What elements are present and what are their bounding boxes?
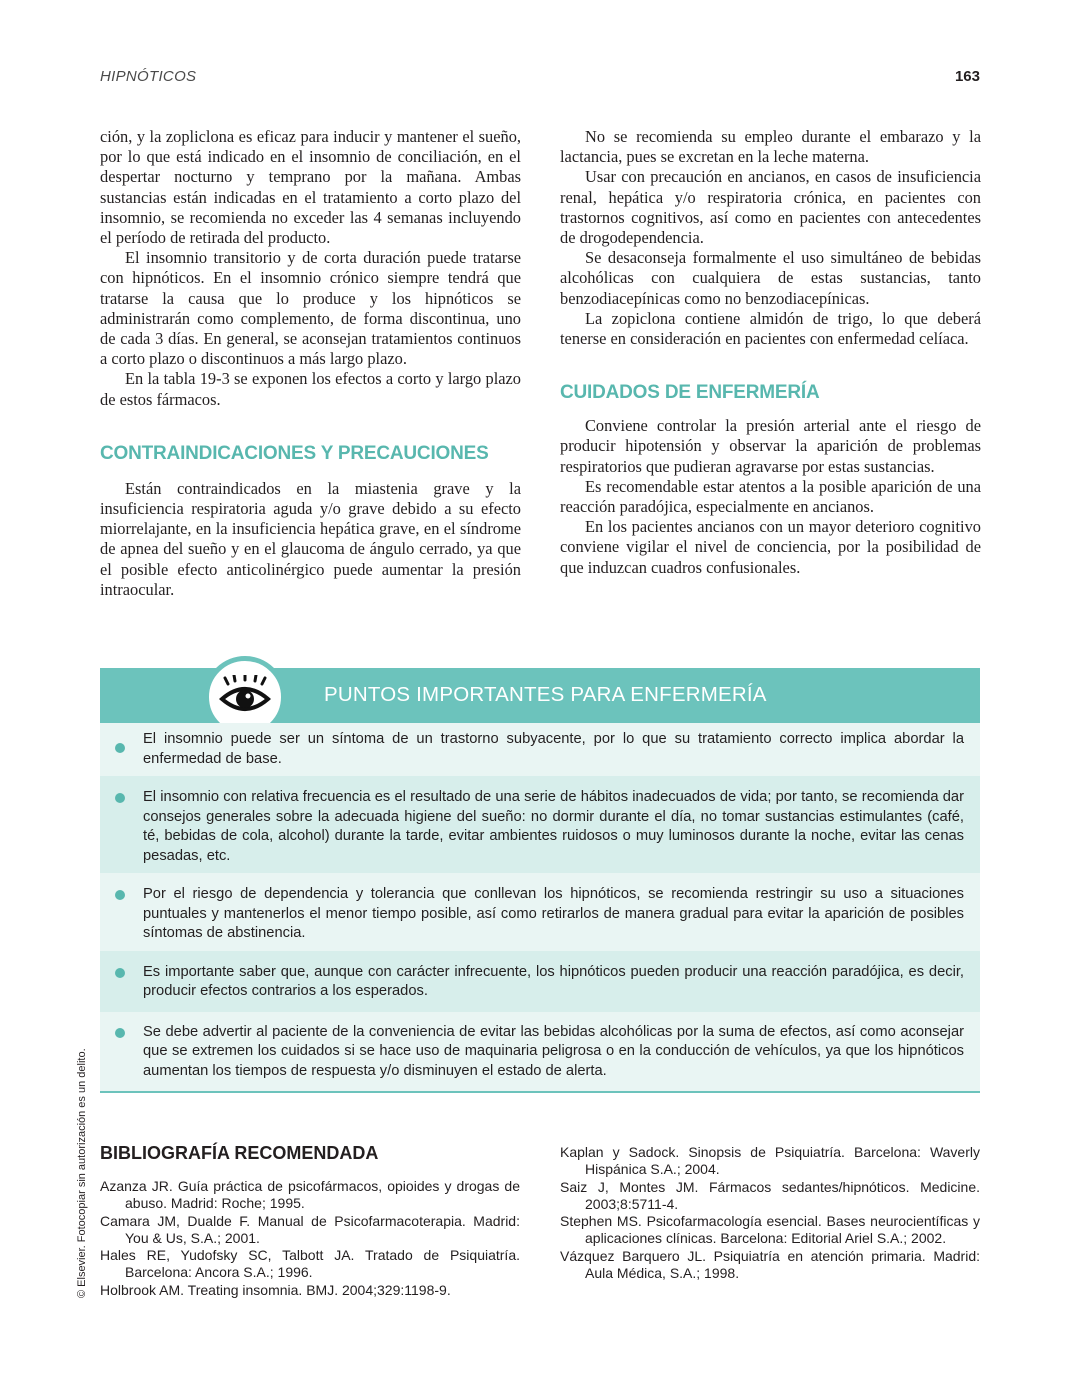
bibliography-entry: Vázquez Barquero JL. Psiquiatría en atención primaria. Madrid: Aula Médica, S.A.; 1998. [560,1247,980,1282]
key-points-title: PUNTOS IMPORTANTES PARA ENFERMERÍA [324,683,767,706]
paragraph: ción, y la zopliclona es eficaz para inducir y mantener el sueño, por lo que está indicado en el insomnio de conciliación, en el despertar nocturno y temprano por la mañana. Ambas sustancias están indicadas en el tratamiento a corto plazo del insomnio, se recomienda no exceder las 4 semanas incluyendo el período de retirada del producto. [100,127,521,248]
key-points-header [100,668,980,723]
bibliography-entry: Holbrook AM. Treating insomnia. BMJ. 2004;329:1198-9. [100,1281,451,1298]
bibliography-right [560,1144,980,1282]
eye-icon [219,675,271,719]
paragraph: La zopiclona contiene almidón de trigo, lo que deberá tenerse en consideración en pacientes con enfermedad celíaca. [560,308,981,349]
list-item [100,951,980,1012]
section-heading-contraindications: CONTRAINDICACIONES Y PRECAUCIONES [100,442,489,464]
bibliography-entry: Kaplan y Sadock. Sinopsis de Psiquiatría. Barcelona: Waverly Hispánica S.A.; 2004. [560,1144,980,1178]
copyright-note: © Elsevier. Fotocopiar sin autorización es un delito. [76,1048,88,1298]
paragraph: Están contraindicados en la miastenia grave y la insuficiencia respiratoria aguda y/o grave debido a su efecto miorrelajante, en la insuficiencia hepática grave, en el síndrome de apnea del sueño y en el glaucoma de ángulo cerrado, ya que el posible efecto anticolinérgico puede aumentar la presión intraocular. [100,478,521,599]
list-item [100,1012,980,1092]
paragraph: En los pacientes ancianos con un mayor deterioro cognitivo conviene vigilar el nivel de conciencia, por la posibilidad de que induzcan cuadros confusionales. [560,517,981,577]
paragraph: Se desaconseja formalmente el uso simultáneo de bebidas alcohólicas con cualquiera de estas sustancias, tanto benzodiacepínicas como no benzodiacepínicas. [560,248,981,308]
bibliography-entry: Stephen MS. Psicofarmacología esencial. Bases neurocientíficas y aplicaciones clínicas. Barcelona: Editorial Ariel S.A.; 2002. [560,1213,980,1247]
chapter-title: HIPNÓTICOS [100,68,197,85]
list-item-text: El insomnio con relativa frecuencia es el resultado de una serie de hábitos inadecuados de vida; por tanto, se recomienda dar consejos generales sobre la adecuada higiene del sueño: no dormir durante el día, no tomar sustancias estimulantes (café, té, bebidas de cola, alcohol) durante la tarde, evitar ambientes ruidosos o muy luminosos durante la noche, evitar las cenas pesadas, etc. [143,789,964,864]
bibliography-entry: Saiz J, Montes JM. Fármacos sedantes/hipnóticos. Medicine. 2003;8:5711-4. [560,1178,980,1212]
left-column [100,127,521,600]
bullet-icon [115,793,125,803]
bullet-icon [115,890,125,900]
bibliography-left [100,1178,520,1299]
bibliography-entry: Camara JM, Dualde F. Manual de Psicofarmacoterapia. Madrid: You & Us, S.A.; 2001. [100,1212,520,1246]
paragraph: El insomnio transitorio y de corta duración puede tratarse con hipnóticos. En el insomnio crónico siempre tendrá que tratarse la causa que lo produce y los hipnóticos se administrarán como complemento, de forma discontinua, uno de cada 3 días. En general, se aconsejan tratamientos continuos a corto plazo o discontinuos a más largo plazo. [100,248,521,369]
section-heading-nursing-care: CUIDADOS DE ENFERMERÍA [560,382,820,404]
paragraph: En la tabla 19-3 se exponen los efectos a corto y largo plazo de estos fármacos. [100,369,521,409]
bullet-icon [115,743,125,753]
bibliography-heading: BIBLIOGRAFÍA RECOMENDADA [100,1143,379,1163]
bullet-icon [115,968,125,978]
list-item [100,873,980,951]
running-head [100,68,980,90]
box-bottom-rule [100,1091,980,1093]
list-item-text: El insomnio puede ser un síntoma de un trastorno subyacente, por lo que su tratamiento correcto implica abordar la enfermedad de base. [143,731,964,767]
list-item-text: Se debe advertir al paciente de la conveniencia de evitar las bebidas alcohólicas por la suma de efectos, así como aconsejar que se extremen los cuidados si se hace uso de maquinaria peligrosa o en la conducción de vehículos, ya que los hipnóticos aumentan los tiempos de respuesta y/o disminuyen el estado de alerta. [143,1023,964,1079]
bibliography-entry: Azanza JR. Guía práctica de psicofármacos, opioides y drogas de abuso. Madrid: Roche; 1995. [100,1178,520,1212]
paragraph: Usar con precaución en ancianos, en casos de insuficiencia renal, hepática y/o respiratoria crónica, en pacientes con trastornos cognitivos, así como en pacientes con antecedentes de drogodependencia. [560,167,981,248]
bibliography-entry: Hales RE, Yudofsky SC, Talbott JA. Tratado de Psiquiatría. Barcelona: Ancora S.A.; 1996. [100,1247,520,1281]
list-item [100,723,980,776]
paragraph: No se recomienda su empleo durante el embarazo y la lactancia, pues se excretan en la leche materna. [560,127,981,167]
paragraph: Es recomendable estar atentos a la posible aparición de una reacción paradójica, especialmente en ancianos. [560,476,981,517]
bullet-icon [115,1028,125,1038]
list-item-text: Es importante saber que, aunque con carácter infrecuente, los hipnóticos pueden producir una reacción paradójica, es decir, producir efectos contrarios a los esperados. [143,963,964,999]
right-column [560,127,981,578]
key-points-box [100,668,980,1093]
list-item-text: Por el riesgo de dependencia y tolerancia que conllevan los hipnóticos, se recomienda restringir su uso a situaciones puntuales y mantenerlos el menor tiempo posible, así como retirarlos de manera gradual para evitar la aparición de posibles síntomas de abstinencia. [143,886,964,941]
list-item [100,776,980,873]
paragraph: Conviene controlar la presión arterial ante el riesgo de producir hipotensión y observar la aparición de problemas respiratorios que pudieran agravarse por estas sustancias. [560,416,981,476]
page-number: 163 [954,68,980,85]
